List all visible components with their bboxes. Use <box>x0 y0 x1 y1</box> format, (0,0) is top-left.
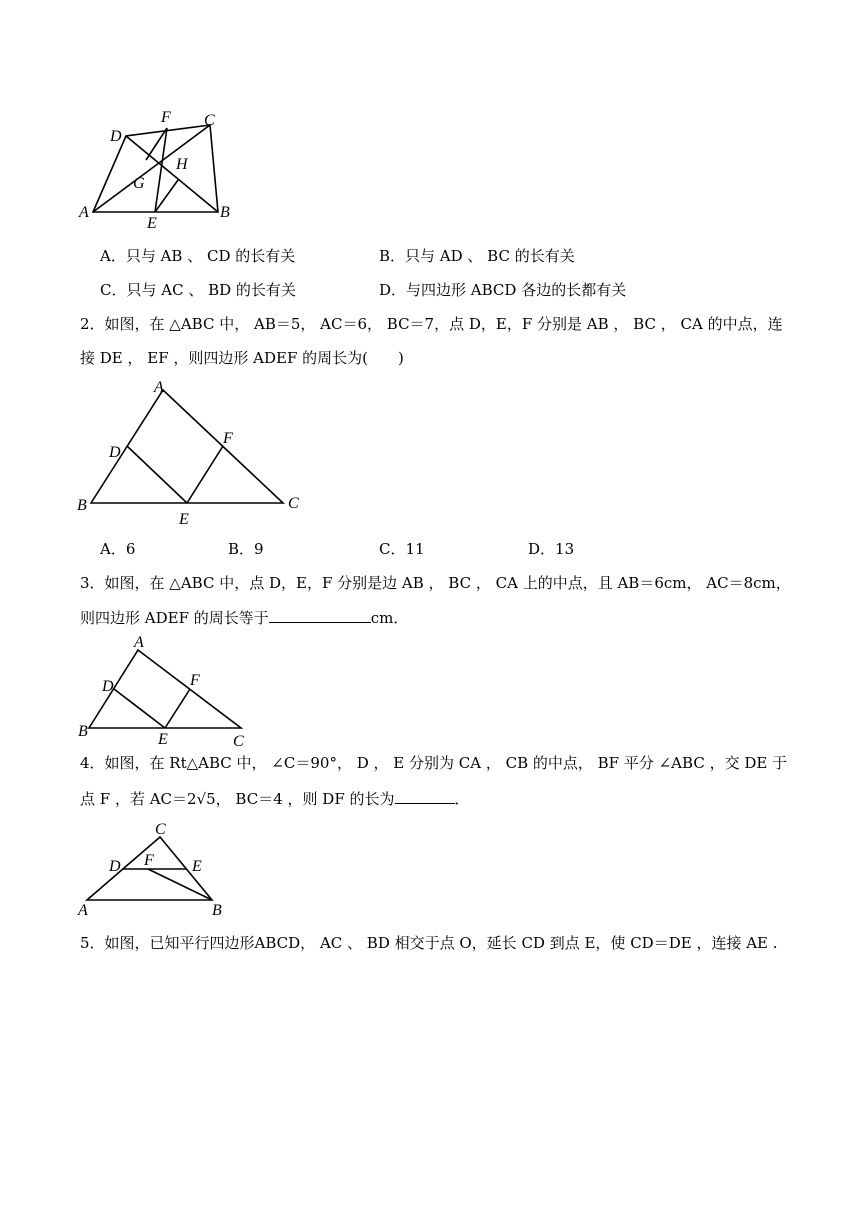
q3-label-a: A <box>134 634 144 651</box>
q3-segment-ef <box>165 689 190 728</box>
q3-segment-de <box>114 689 165 728</box>
q4-figure <box>70 815 240 920</box>
q1-option-a: A．只与 AB 、 CD 的长有关 <box>100 247 296 265</box>
q2-figure <box>70 375 320 530</box>
q4-segment-bf <box>148 869 212 900</box>
q4-question-line2 <box>80 787 470 809</box>
q5-question-line1: 5．如图，已知平行四边形ABCD， AC 、 BD 相交于点 O，延长 CD 到点 E，使 CD＝DE ，连接 AE . <box>80 934 778 952</box>
q2-question-line2: 接 DE ， EF ，则四边形 ADEF 的周长为( ) <box>80 349 404 367</box>
q4-label-d: D <box>109 858 121 875</box>
q2-label-b: B <box>77 497 87 514</box>
q4-label-c: C <box>155 821 166 838</box>
q4-label-e: E <box>192 858 202 875</box>
q3-unit: cm． <box>370 609 409 627</box>
q3-answer-blank[interactable] <box>269 606 371 623</box>
q1-label-h: H <box>176 156 188 173</box>
q1-label-c: C <box>204 112 215 129</box>
q2-option-d: D．13 <box>528 540 575 558</box>
q1-label-f: F <box>161 109 171 126</box>
q4-label-f: F <box>144 852 154 869</box>
q2-option-a: A．6 <box>100 540 136 558</box>
q3-figure <box>70 630 260 750</box>
q2-option-b: B．9 <box>228 540 264 558</box>
q1-label-g: G <box>133 175 145 192</box>
q2-segment-ef <box>187 446 223 503</box>
q4-question-line1: 4．如图，在 Rt△ABC 中， ∠C＝90°， D ， E 分别为 CA ， CB 的中点， BF 平分 ∠ABC ，交 DE 于 <box>80 754 788 772</box>
q1-segment-fe <box>155 128 167 212</box>
q4-answer-blank[interactable] <box>395 787 455 804</box>
q2-option-c: C．11 <box>379 540 425 558</box>
q1-diagonal-bd <box>126 136 218 212</box>
q2-label-e: E <box>179 511 189 528</box>
q3-question-line1: 3．如图，在 △ABC 中，点 D，E，F 分别是边 AB ， BC ， CA 上的中点，且 AB＝6cm， AC＝8cm， <box>80 574 791 592</box>
q1-figure <box>70 100 250 235</box>
q1-option-c: C．只与 AC 、 BD 的长有关 <box>100 281 296 299</box>
q3-line2-text: 则四边形 ADEF 的周长等于 <box>80 609 269 627</box>
q3-label-e: E <box>158 731 168 748</box>
q4-line2-text: 点 F ，若 AC＝2√5， BC＝4 ，则 DF 的长为 <box>80 790 395 808</box>
q1-label-b: B <box>220 204 230 221</box>
q2-label-a: A <box>154 379 164 396</box>
q3-label-c: C <box>233 733 244 750</box>
q1-label-e: E <box>147 215 157 232</box>
q3-question-line2 <box>80 606 408 628</box>
q1-label-d: D <box>110 128 122 145</box>
q2-question-line1: 2．如图，在 △ABC 中， AB＝5， AC＝6， BC＝7，点 D，E，F 分别是 AB ， BC ， CA 的中点，连 <box>80 315 783 333</box>
q1-label-a: A <box>79 204 89 221</box>
q4-label-b: B <box>212 902 222 919</box>
q4-label-a: A <box>78 902 88 919</box>
q2-label-c: C <box>288 495 299 512</box>
q2-label-f: F <box>223 430 233 447</box>
q3-label-b: B <box>78 723 88 740</box>
q1-option-b: B．只与 AD 、 BC 的长有关 <box>379 247 575 265</box>
q1-option-d: D．与四边形 ABCD 各边的长都有关 <box>379 281 627 299</box>
q4-period: ． <box>454 790 470 808</box>
q2-segment-de <box>127 446 187 503</box>
q2-label-d: D <box>109 444 121 461</box>
q3-label-d: D <box>102 678 114 695</box>
q3-label-f: F <box>190 672 200 689</box>
